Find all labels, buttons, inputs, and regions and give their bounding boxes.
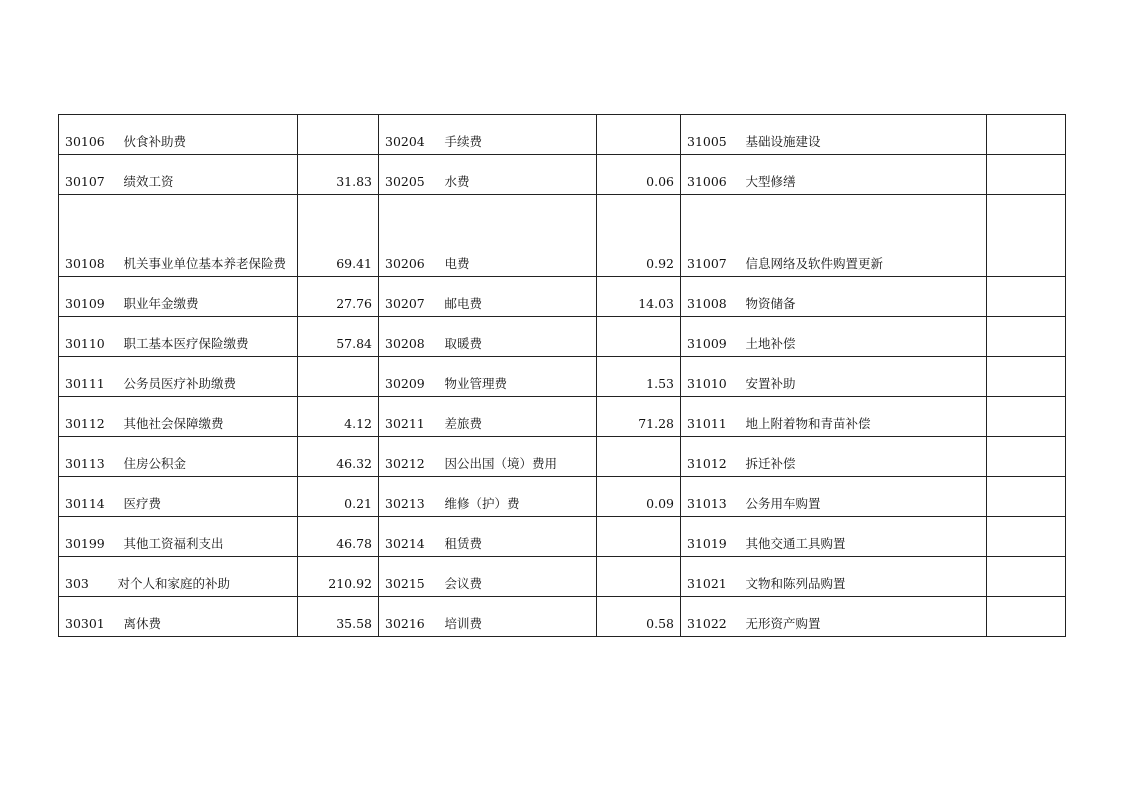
- item-amount: 57.84: [298, 317, 379, 357]
- table-row: [59, 155, 1066, 195]
- item-amount: [987, 155, 1066, 195]
- item-name: 安置补助: [732, 357, 987, 397]
- item-amount: 0.58: [597, 597, 681, 637]
- item-name: 邮电费: [431, 277, 597, 317]
- item-amount: 0.92: [597, 195, 681, 277]
- item-code: 303: [59, 557, 110, 597]
- item-amount: 0.06: [597, 155, 681, 195]
- item-amount: [987, 115, 1066, 155]
- item-name: 培训费: [431, 597, 597, 637]
- item-code: 30107: [59, 155, 110, 195]
- item-code: 30114: [59, 477, 110, 517]
- item-name: 因公出国（境）费用: [431, 437, 597, 477]
- item-code: 30208: [379, 317, 431, 357]
- table-row: [59, 357, 1066, 397]
- table-row: [59, 277, 1066, 317]
- item-name: 职业年金缴费: [110, 277, 298, 317]
- table-row: [59, 317, 1066, 357]
- item-amount: [597, 115, 681, 155]
- item-code: 30213: [379, 477, 431, 517]
- item-name: 无形资产购置: [732, 597, 987, 637]
- item-name: 拆迁补偿: [732, 437, 987, 477]
- item-amount: [987, 357, 1066, 397]
- item-code: 30108: [59, 195, 110, 277]
- item-name: 其他工资福利支出: [110, 517, 298, 557]
- item-name: 水费: [431, 155, 597, 195]
- item-code: 31019: [681, 517, 732, 557]
- item-code: 31011: [681, 397, 732, 437]
- item-name: 取暖费: [431, 317, 597, 357]
- table-row: [59, 557, 1066, 597]
- item-amount: [987, 477, 1066, 517]
- item-amount: 14.03: [597, 277, 681, 317]
- item-amount: [298, 115, 379, 155]
- item-name: 职工基本医疗保险缴费: [110, 317, 298, 357]
- item-code: 31008: [681, 277, 732, 317]
- item-amount: 0.21: [298, 477, 379, 517]
- item-code: 30215: [379, 557, 431, 597]
- item-name: 机关事业单位基本养老保险费: [110, 195, 298, 277]
- item-amount: [987, 557, 1066, 597]
- item-amount: 69.41: [298, 195, 379, 277]
- item-code: 30205: [379, 155, 431, 195]
- item-code: 31005: [681, 115, 732, 155]
- item-code: 31009: [681, 317, 732, 357]
- item-amount: 27.76: [298, 277, 379, 317]
- item-code: 30110: [59, 317, 110, 357]
- item-amount: [597, 317, 681, 357]
- item-name: 租赁费: [431, 517, 597, 557]
- item-amount: 4.12: [298, 397, 379, 437]
- item-name: 住房公积金: [110, 437, 298, 477]
- item-code: 30111: [59, 357, 110, 397]
- item-code: 31006: [681, 155, 732, 195]
- item-name: 物业管理费: [431, 357, 597, 397]
- item-name: 地上附着物和青苗补偿: [732, 397, 987, 437]
- item-name: 基础设施建设: [732, 115, 987, 155]
- item-amount: [597, 437, 681, 477]
- item-amount: 46.78: [298, 517, 379, 557]
- item-code: 30209: [379, 357, 431, 397]
- item-name: 绩效工资: [110, 155, 298, 195]
- item-code: 31021: [681, 557, 732, 597]
- item-code: 30109: [59, 277, 110, 317]
- item-name: 公务用车购置: [732, 477, 987, 517]
- table-row: [59, 597, 1066, 637]
- item-code: 30113: [59, 437, 110, 477]
- item-name: 手续费: [431, 115, 597, 155]
- item-name: 物资储备: [732, 277, 987, 317]
- item-name: 公务员医疗补助缴费: [110, 357, 298, 397]
- item-code: 30212: [379, 437, 431, 477]
- item-code: 30301: [59, 597, 110, 637]
- item-amount: 71.28: [597, 397, 681, 437]
- item-amount: [597, 557, 681, 597]
- item-amount: [987, 437, 1066, 477]
- item-code: 30216: [379, 597, 431, 637]
- table-body: [59, 115, 1066, 637]
- item-code: 30211: [379, 397, 431, 437]
- item-amount: [987, 597, 1066, 637]
- item-name: 信息网络及软件购置更新: [732, 195, 987, 277]
- item-code: 30199: [59, 517, 110, 557]
- item-amount: [987, 397, 1066, 437]
- table-row: [59, 437, 1066, 477]
- item-name: 伙食补助费: [110, 115, 298, 155]
- item-name: 对个人和家庭的补助: [110, 557, 298, 597]
- item-name: 其他交通工具购置: [732, 517, 987, 557]
- item-code: 30112: [59, 397, 110, 437]
- item-amount: [597, 517, 681, 557]
- item-amount: 31.83: [298, 155, 379, 195]
- table-row: [59, 195, 1066, 277]
- item-amount: 35.58: [298, 597, 379, 637]
- item-code: 30204: [379, 115, 431, 155]
- item-amount: 46.32: [298, 437, 379, 477]
- item-code: 30106: [59, 115, 110, 155]
- item-amount: [987, 195, 1066, 277]
- item-code: 31013: [681, 477, 732, 517]
- item-code: 31022: [681, 597, 732, 637]
- item-name: 文物和陈列品购置: [732, 557, 987, 597]
- item-name: 医疗费: [110, 477, 298, 517]
- item-amount: 0.09: [597, 477, 681, 517]
- item-amount: [987, 317, 1066, 357]
- item-amount: [298, 357, 379, 397]
- table-row: [59, 517, 1066, 557]
- item-name: 会议费: [431, 557, 597, 597]
- item-amount: 1.53: [597, 357, 681, 397]
- item-name: 离休费: [110, 597, 298, 637]
- expenditure-table: [58, 114, 1066, 637]
- item-code: 30214: [379, 517, 431, 557]
- item-amount: [987, 277, 1066, 317]
- item-name: 土地补偿: [732, 317, 987, 357]
- table-row: [59, 477, 1066, 517]
- item-code: 31010: [681, 357, 732, 397]
- table-row: [59, 115, 1066, 155]
- item-code: 31007: [681, 195, 732, 277]
- item-name: 差旅费: [431, 397, 597, 437]
- table-row: [59, 397, 1066, 437]
- item-code: 30206: [379, 195, 431, 277]
- item-name: 大型修缮: [732, 155, 987, 195]
- item-name: 维修（护）费: [431, 477, 597, 517]
- item-amount: 210.92: [298, 557, 379, 597]
- item-name: 电费: [431, 195, 597, 277]
- item-code: 30207: [379, 277, 431, 317]
- item-name: 其他社会保障缴费: [110, 397, 298, 437]
- item-code: 31012: [681, 437, 732, 477]
- item-amount: [987, 517, 1066, 557]
